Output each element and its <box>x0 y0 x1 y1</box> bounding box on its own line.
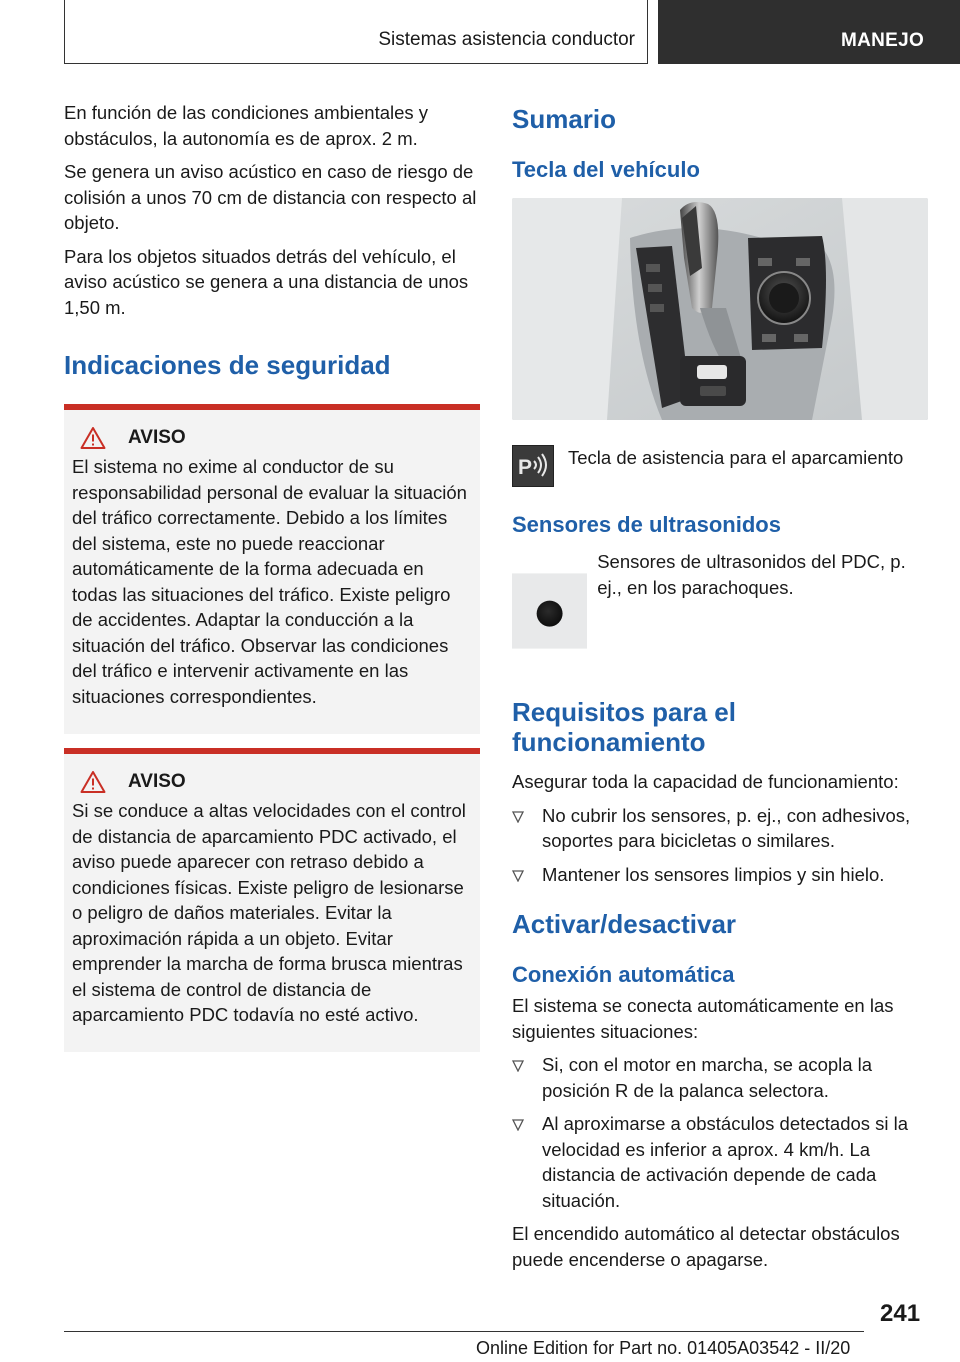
ultrasonic-row <box>512 553 928 669</box>
auto-connection-heading: Conexión automática <box>512 962 735 987</box>
ultrasonic-heading: Sensores de ultrasonidos <box>512 512 781 537</box>
ultrasonic-sensor-photo <box>512 553 587 669</box>
warning-triangle-icon <box>80 770 106 794</box>
list-item <box>512 862 928 888</box>
warning-header <box>72 426 472 450</box>
paragraph-collision-warning: Se genera un aviso acústico en caso de riesgo de colisión a unos 70 cm de distancia con respecto al objeto. <box>64 161 477 233</box>
warning-header <box>72 770 472 794</box>
page-number: 241 <box>880 1300 921 1327</box>
list-item-text: Al aproximarse a obstáculos detectados si la velocidad es inferior a aprox. 4 km/h. La distancia de activación depende de cada situación. <box>542 1113 909 1211</box>
list-item-text: No cubrir los sensores, p. ej., con adhesivos, soportes para bicicletas o similares. <box>542 804 911 851</box>
center-console-photo <box>512 198 928 420</box>
auto-outro: El encendido automático al detectar obstáculos puede encenderse o apagarse. <box>512 1223 900 1270</box>
list-item-text: Mantener los sensores limpios y sin hielo. <box>542 863 885 885</box>
list-item <box>512 1052 928 1103</box>
left-column <box>64 100 480 1052</box>
warning-text: El sistema no exime al conductor de su responsabilidad personal de evaluar la situación del tráfico correctamente. Debido a los límites del sistema, este no puede reaccionar automáticamente de la forma adecuada en todas las situaciones del tráfico. Existe peligro de accidentes. Adaptar la conducción a la situación del tráfico. Observar las condiciones del tráfico e intervenir activamente en las situaciones correspondientes. <box>72 456 467 707</box>
summary-heading: Sumario <box>512 104 617 134</box>
auto-intro: El sistema se conecta automáticamente en las siguientes situaciones: <box>512 995 894 1042</box>
activate-heading: Activar/desactivar <box>512 909 737 939</box>
paragraph-rear-objects: Para los objetos situados detrás del vehículo, el aviso acústico se genera a una distancia de unos 1,50 m. <box>64 245 469 318</box>
requirements-intro: Asegurar toda la capacidad de funcionamiento: <box>512 771 899 792</box>
triangle-bullet-icon <box>512 1060 524 1072</box>
warning-box-1 <box>64 404 480 734</box>
header-section-title: Sistemas asistencia conductor <box>378 29 635 50</box>
footer-edition: Online Edition for Part no. 01405A03542 - II/20 <box>476 1338 851 1358</box>
list-item-text: Si, con el motor en marcha, se acopla la posición R de la palanca selectora. <box>542 1054 873 1101</box>
parking-button-row <box>512 445 928 487</box>
warning-triangle-icon <box>80 426 106 450</box>
paragraph-range: En función de las condiciones ambientales y obstáculos, la autonomía es de aprox. 2 m. <box>64 102 429 149</box>
requirements-list <box>512 803 928 888</box>
safety-heading: Indicaciones de seguridad <box>64 350 391 380</box>
triangle-bullet-icon <box>512 870 524 882</box>
svg-text:P: P <box>518 456 533 479</box>
header-chapter-tab: MANEJO <box>658 0 960 64</box>
parking-assist-button-icon <box>512 445 554 487</box>
auto-list <box>512 1052 928 1213</box>
ultrasonic-text: Sensores de ultrasonidos del PDC, p. ej., en los parachoques. <box>597 551 906 598</box>
triangle-bullet-icon <box>512 811 524 823</box>
list-item <box>512 803 928 854</box>
requirements-heading: Requisitos para el funcionamiento <box>512 697 736 757</box>
list-item <box>512 1111 928 1213</box>
footer-rule <box>64 1331 864 1332</box>
warning-title: AVISO <box>128 427 186 448</box>
warning-box-2 <box>64 748 480 1052</box>
right-column <box>512 100 928 1280</box>
warning-text: Si se conduce a altas velocidades con el control de distancia de aparcamiento PDC activado, el aviso puede aparecer con retraso debido a condiciones físicas. Existe peligro de lesionarse o peligro de daños materiales. Evitar la aproximación rápida a un objeto. Evitar emprender la marcha de forma brusca mientras el sistema de control de distancia de aparcamiento PDC todavía no esté activo. <box>72 800 466 1025</box>
triangle-bullet-icon <box>512 1119 524 1131</box>
vehicle-key-heading: Tecla del vehículo <box>512 157 700 182</box>
warning-title: AVISO <box>128 771 186 792</box>
parking-button-caption: Tecla de asistencia para el aparcamiento <box>568 447 904 468</box>
header-frame <box>64 0 648 64</box>
